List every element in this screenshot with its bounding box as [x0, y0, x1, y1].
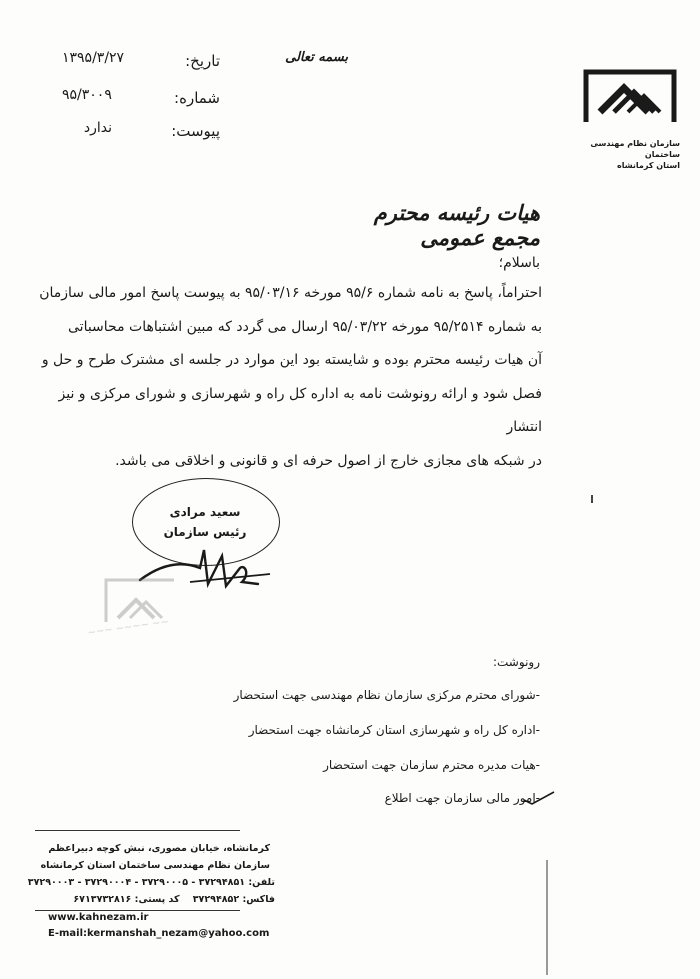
footer-divider [35, 830, 240, 831]
footer-org: سازمان نظام مهندسی ساختمان استان کرمانشاه [40, 860, 270, 871]
cc-title: رونوشت: [492, 655, 540, 669]
letter-line: آن هیات رئیسه محترم بوده و شایسته بود این موارد در جلسه ای مشترک طرح و حل و [41, 352, 542, 368]
checkmark-icon [522, 790, 556, 806]
postal-value: ۶۷۱۳۷۳۲۸۱۶ [73, 894, 132, 905]
page-edge-mark [591, 495, 593, 503]
faint-stamp-text: ~~~ ~~~~ ~~ [87, 616, 170, 639]
attachment-value: ندارد [83, 120, 112, 136]
fax-label: فاکس: [242, 894, 275, 905]
letter-line: فصل شود و ارائه رونوشت نامه به اداره کل راه و شهرسازی و شورای مرکزی و نیز انتشار [58, 385, 542, 435]
letter-line: به شماره ۹۵/۲۵۱۴ مورخه ۹۵/۰۳/۲۲ ارسال می گردد که مبین اشتباهات محاسباتی [68, 318, 542, 335]
cc-item: -هیات مدیره محترم سازمان جهت استحضار [323, 758, 540, 772]
organization-logo [580, 58, 680, 168]
phone-values: ۳۷۲۹۴۸۵۱ - ۳۷۲۹۰۰۰۵ - ۳۷۲۹۰۰۰۴ - ۳۷۲۹۰۰۰۳ [27, 877, 246, 888]
attachment-label: پیوست: [171, 122, 220, 140]
bismillah: بسمه تعالی [285, 50, 348, 65]
footer-email[interactable]: E-mail:kermanshah_nezam@yahoo.com [48, 928, 270, 939]
footer-fax-row [40, 894, 275, 905]
letter-body [22, 277, 542, 478]
letter-line: در شبکه های مجازی خارج از اصول حرفه ای و قانونی و اخلاقی می باشد. [115, 452, 542, 469]
number-value: ۹۵/۳۰۰۹ [62, 87, 112, 103]
postal-label: کد پستی: [134, 894, 180, 905]
footer-address: کرمانشاه، خیابان مصوری، نبش کوچه دبیراعظم [48, 843, 270, 854]
cc-item: -اداره کل راه و شهرسازی استان کرمانشاه جهت استحضار [248, 723, 540, 737]
addressee: هیات رئیسه محترم مجمع عمومی [373, 200, 540, 250]
date-value: ۱۳۹۵/۳/۲۷ [62, 50, 125, 66]
footer-website[interactable]: www.kahnezam.ir [48, 912, 149, 923]
building-roof-icon [580, 58, 680, 130]
footer-divider-lower [35, 910, 240, 911]
page-edge-line [546, 860, 548, 975]
footer-phone-row [27, 877, 275, 888]
cc-item: -امور مالی سازمان جهت اطلاع [384, 791, 540, 805]
phone-label: تلفن: [248, 877, 275, 888]
letter-line: احتراماً، پاسخ به نامه شماره ۹۵/۶ مورخه ۹۵/۰۳/۱۶ به پیوست پاسخ امور مالی سازمان [39, 285, 542, 301]
signer-name: سعید مرادی [169, 505, 241, 519]
fax-value: ۳۷۲۹۴۸۵۲ [192, 894, 240, 905]
greeting: باسلام؛ [498, 255, 540, 271]
number-label: شماره: [174, 89, 220, 107]
logo-org-line1: سازمان نظام مهندسی ساختمان [590, 139, 680, 159]
cc-item: -شورای محترم مرکزی سازمان نظام مهندسی جهت استحضار [233, 688, 540, 702]
date-label: تاریخ: [185, 52, 220, 70]
logo-org-line2: استان کرمانشاه [617, 161, 680, 170]
signer-title: رئیس سازمان [163, 525, 247, 539]
